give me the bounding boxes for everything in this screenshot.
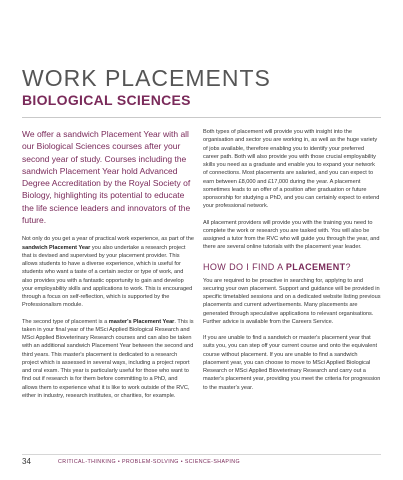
footer-divider	[22, 454, 381, 455]
footer-tagline: CRITICAL-THINKING • PROBLEM-SOLVING • SCIENCE-SHAPING	[58, 459, 240, 465]
intro-paragraph: We offer a sandwich Placement Year with all our Biological Sciences courses after your second year of study. Courses including the sandwich Placement Year hold Advanced Degree Accreditation by the Royal Society of Biology, highlighting its potential to educate the life science leaders and innovators of the future.	[22, 129, 191, 226]
sandwich-placement-paragraph	[22, 235, 194, 309]
sandwich-placement-term: sandwich Placement Year	[22, 244, 91, 251]
heading-run: ?	[345, 261, 351, 272]
right-column	[203, 128, 381, 400]
heading-run: HOW DO I FIND A	[203, 261, 286, 272]
text-run: . This is taken in your final year of the MSci Applied Biological Research and MSci Applied Bioveterinary Research courses and can also be taken with an additional sandwich Placement Year between the second and third years. This master's placement is dedicated to a research project which is assessed in several ways, including a project report and oral exam. This year is particularly useful for those who want to find out if research is for them before committing to a PhD, and allows them to experience what it is like to work outside of the RVC, either in industry, research institutes, or charities, for example.	[22, 318, 194, 399]
alternative-paragraph: If you are unable to find a sandwich or master's placement year that suits you, you can step off your current course and onto the equivalent course without placement. If you are unable to find a sandwich placement year, you can choose to move to MSci Applied Biological Research or MSci Applied Bioveterinary Research and carry out a master's placement year, providing you meet the criteria for progression to the master's year.	[203, 335, 381, 391]
heading-emphasis: PLACEMENT	[285, 261, 346, 272]
text-run: Not only do you get a year of practical work experience, as part of the	[22, 236, 194, 243]
page-title: WORK PLACEMENTS	[22, 65, 271, 91]
left-column	[22, 128, 194, 408]
find-placement-heading	[203, 262, 381, 272]
masters-placement-paragraph	[22, 318, 194, 401]
benefits-paragraph: Both types of placement will provide you with insight into the organisation and sector you are working in, as well as the huge variety of jobs available, therefore enabling you to identify your preferred career path. Both will also provide you with those crucial employability skills you need as a graduate and enable you to expand your network of connections. Most placements are salaried, and you can expect to earn between £8,000 and £17,000 during the year. A placement sometimes leads to an offer of a position after graduation or future sponsorship for studying a PhD, and you can certainly expect to extend your professional network.	[203, 129, 380, 210]
page-number: 34	[22, 457, 31, 466]
header-divider	[22, 117, 381, 118]
proactive-paragraph: You are required to be proactive in searching for, applying to and securing your own placement. Support and guidance will be provided in specific timetabled sessions and on a dedicated website listing previous placements and current advertisements. Many placements are generated through speculative applications to relevant organisations. Further advice is available from the Careers Service.	[203, 277, 381, 325]
page-subtitle: BIOLOGICAL SCIENCES	[22, 92, 191, 108]
masters-placement-term: master's Placement Year	[108, 318, 175, 325]
training-paragraph: All placement providers will provide you with the training you need to complete the work or research you are tasked with. You will also be assigned a tutor from the RVC who will guide you through the year, and there are several online tutorials with the placement year leader.	[203, 219, 380, 251]
text-run: you also undertake a research project that is devised and supervised by your placement provider. This allows students to have a diverse experience, which is useful for students who want a taste of a certain sector or type of work, and also provides you with a fantastic opportunity to gain and develop your employability skills and applications to work. This is encouraged through a focus on self-reflection, which is supported by the Professionalism module.	[22, 244, 193, 309]
text-run: The second type of placement is a	[22, 318, 109, 325]
